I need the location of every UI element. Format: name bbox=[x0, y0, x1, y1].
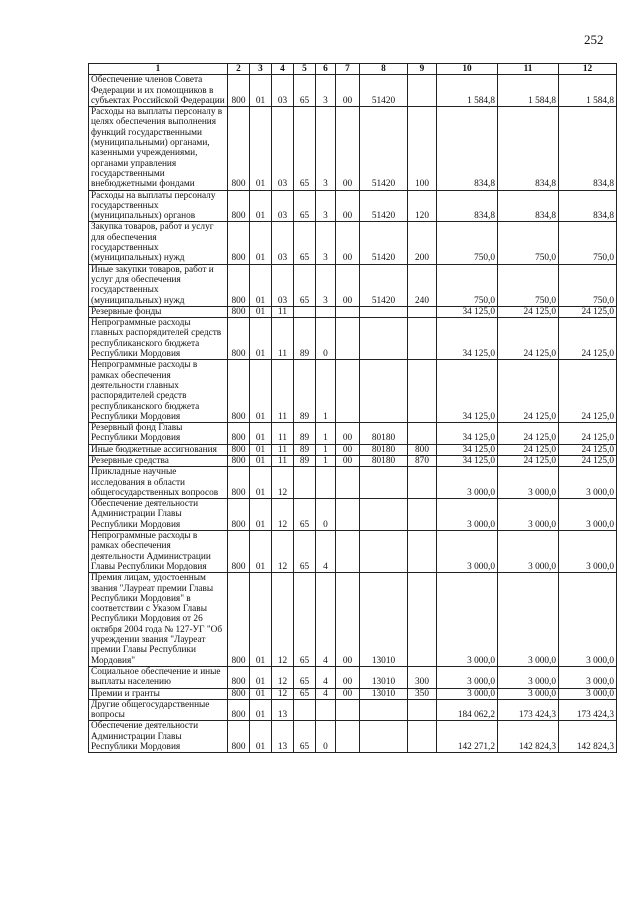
subsection-code: 11 bbox=[272, 306, 294, 317]
row-description: Социальное обеспечение и иные выплаты населению bbox=[89, 666, 228, 688]
page-number: 252 bbox=[584, 32, 604, 47]
program-code: 65 bbox=[294, 499, 316, 531]
direction-code bbox=[336, 306, 360, 317]
subprogram-code: 1 bbox=[316, 455, 336, 466]
expense-type-code bbox=[408, 306, 437, 317]
amount-year-1: 34 125,0 bbox=[437, 455, 498, 466]
expense-type-code: 800 bbox=[408, 444, 437, 455]
direction-code: 00 bbox=[336, 75, 360, 107]
amount-year-1: 750,0 bbox=[437, 222, 498, 264]
target-article-code bbox=[360, 721, 408, 753]
row-description: Резервные фонды bbox=[89, 306, 228, 317]
expense-type-code: 870 bbox=[408, 455, 437, 466]
budget-code: 800 bbox=[228, 222, 250, 264]
direction-code bbox=[336, 721, 360, 753]
column-header: 11 bbox=[498, 64, 559, 75]
program-code: 65 bbox=[294, 721, 316, 753]
section-code: 01 bbox=[250, 573, 272, 667]
amount-year-2: 834,8 bbox=[498, 107, 559, 190]
amount-year-3: 142 824,3 bbox=[559, 721, 617, 753]
subprogram-code: 4 bbox=[316, 666, 336, 688]
direction-code: 00 bbox=[336, 455, 360, 466]
amount-year-2: 750,0 bbox=[498, 264, 559, 306]
amount-year-3: 24 125,0 bbox=[559, 360, 617, 423]
amount-year-2: 3 000,0 bbox=[498, 688, 559, 699]
budget-table bbox=[88, 63, 617, 753]
row-description: Иные бюджетные ассигнования bbox=[89, 444, 228, 455]
subsection-code: 13 bbox=[272, 699, 294, 721]
budget-code: 800 bbox=[228, 688, 250, 699]
table-row bbox=[89, 75, 617, 107]
column-header: 2 bbox=[228, 64, 250, 75]
budget-code: 800 bbox=[228, 455, 250, 466]
row-description: Обеспечение деятельности Администрации Главы Республики Мордовия bbox=[89, 499, 228, 531]
direction-code: 00 bbox=[336, 190, 360, 222]
direction-code: 00 bbox=[336, 444, 360, 455]
table-row bbox=[89, 318, 617, 360]
amount-year-1: 34 125,0 bbox=[437, 360, 498, 423]
row-description: Непрограммные расходы в рамках обеспечения деятельности Администрации Главы Республики Мордовия bbox=[89, 531, 228, 573]
amount-year-1: 1 584,8 bbox=[437, 75, 498, 107]
subsection-code: 12 bbox=[272, 467, 294, 499]
amount-year-3: 1 584,8 bbox=[559, 75, 617, 107]
target-article-code: 13010 bbox=[360, 573, 408, 667]
subsection-code: 12 bbox=[272, 531, 294, 573]
subsection-code: 11 bbox=[272, 360, 294, 423]
subsection-code: 12 bbox=[272, 499, 294, 531]
amount-year-2: 173 424,3 bbox=[498, 699, 559, 721]
row-description: Непрограммные расходы главных распорядителей средств республиканского бюджета Республики Мордовия bbox=[89, 318, 228, 360]
direction-code: 00 bbox=[336, 222, 360, 264]
program-code: 65 bbox=[294, 264, 316, 306]
target-article-code: 80180 bbox=[360, 423, 408, 445]
direction-code bbox=[336, 360, 360, 423]
row-description: Закупка товаров, работ и услуг для обеспечения государственных (муниципальных) нужд bbox=[89, 222, 228, 264]
amount-year-2: 3 000,0 bbox=[498, 573, 559, 667]
budget-code: 800 bbox=[228, 423, 250, 445]
budget-code: 800 bbox=[228, 467, 250, 499]
program-code bbox=[294, 699, 316, 721]
subprogram-code: 3 bbox=[316, 190, 336, 222]
program-code: 89 bbox=[294, 455, 316, 466]
target-article-code bbox=[360, 499, 408, 531]
subsection-code: 03 bbox=[272, 107, 294, 190]
column-header: 12 bbox=[559, 64, 617, 75]
row-description: Прикладные научные исследования в области общегосударственных вопросов bbox=[89, 467, 228, 499]
budget-code: 800 bbox=[228, 721, 250, 753]
amount-year-2: 3 000,0 bbox=[498, 499, 559, 531]
direction-code: 00 bbox=[336, 666, 360, 688]
expense-type-code bbox=[408, 467, 437, 499]
budget-code: 800 bbox=[228, 190, 250, 222]
amount-year-1: 3 000,0 bbox=[437, 688, 498, 699]
subsection-code: 11 bbox=[272, 318, 294, 360]
expense-type-code: 100 bbox=[408, 107, 437, 190]
column-header: 6 bbox=[316, 64, 336, 75]
subprogram-code: 1 bbox=[316, 423, 336, 445]
direction-code: 00 bbox=[336, 688, 360, 699]
amount-year-1: 142 271,2 bbox=[437, 721, 498, 753]
expense-type-code: 350 bbox=[408, 688, 437, 699]
target-article-code: 51420 bbox=[360, 190, 408, 222]
table-row bbox=[89, 666, 617, 688]
section-code: 01 bbox=[250, 264, 272, 306]
target-article-code bbox=[360, 306, 408, 317]
program-code: 65 bbox=[294, 107, 316, 190]
row-description: Другие общегосударственные вопросы bbox=[89, 699, 228, 721]
program-code: 65 bbox=[294, 573, 316, 667]
budget-code: 800 bbox=[228, 573, 250, 667]
section-code: 01 bbox=[250, 75, 272, 107]
amount-year-2: 24 125,0 bbox=[498, 455, 559, 466]
row-description: Резервный фонд Главы Республики Мордовия bbox=[89, 423, 228, 445]
expense-type-code bbox=[408, 360, 437, 423]
table-row bbox=[89, 721, 617, 753]
expense-type-code: 240 bbox=[408, 264, 437, 306]
direction-code bbox=[336, 531, 360, 573]
program-code: 89 bbox=[294, 318, 316, 360]
column-header: 8 bbox=[360, 64, 408, 75]
subsection-code: 12 bbox=[272, 688, 294, 699]
subsection-code: 13 bbox=[272, 721, 294, 753]
program-code: 65 bbox=[294, 75, 316, 107]
expense-type-code bbox=[408, 423, 437, 445]
budget-code: 800 bbox=[228, 75, 250, 107]
table-row bbox=[89, 306, 617, 317]
section-code: 01 bbox=[250, 467, 272, 499]
amount-year-3: 3 000,0 bbox=[559, 666, 617, 688]
table-row bbox=[89, 573, 617, 667]
direction-code bbox=[336, 467, 360, 499]
amount-year-3: 24 125,0 bbox=[559, 455, 617, 466]
target-article-code: 51420 bbox=[360, 75, 408, 107]
amount-year-2: 1 584,8 bbox=[498, 75, 559, 107]
target-article-code bbox=[360, 360, 408, 423]
table-row bbox=[89, 264, 617, 306]
section-code: 01 bbox=[250, 190, 272, 222]
subsection-code: 12 bbox=[272, 666, 294, 688]
amount-year-3: 3 000,0 bbox=[559, 499, 617, 531]
row-description: Непрограммные расходы в рамках обеспечения деятельности главных распорядителей средств республиканского бюджета Республики Мордовия bbox=[89, 360, 228, 423]
section-code: 01 bbox=[250, 318, 272, 360]
row-description: Обеспечение членов Совета Федерации и их помощников в субъектах Российской Федерации bbox=[89, 75, 228, 107]
amount-year-2: 3 000,0 bbox=[498, 467, 559, 499]
subsection-code: 11 bbox=[272, 423, 294, 445]
target-article-code: 80180 bbox=[360, 455, 408, 466]
target-article-code: 80180 bbox=[360, 444, 408, 455]
direction-code bbox=[336, 318, 360, 360]
amount-year-2: 3 000,0 bbox=[498, 531, 559, 573]
budget-code: 800 bbox=[228, 499, 250, 531]
subprogram-code: 1 bbox=[316, 360, 336, 423]
expense-type-code: 300 bbox=[408, 666, 437, 688]
subprogram-code bbox=[316, 467, 336, 499]
expense-type-code bbox=[408, 721, 437, 753]
expense-type-code bbox=[408, 499, 437, 531]
target-article-code bbox=[360, 467, 408, 499]
amount-year-2: 3 000,0 bbox=[498, 666, 559, 688]
amount-year-1: 750,0 bbox=[437, 264, 498, 306]
subsection-code: 03 bbox=[272, 75, 294, 107]
subsection-code: 11 bbox=[272, 455, 294, 466]
section-code: 01 bbox=[250, 444, 272, 455]
table-row bbox=[89, 444, 617, 455]
table-row bbox=[89, 688, 617, 699]
expense-type-code bbox=[408, 531, 437, 573]
budget-code: 800 bbox=[228, 318, 250, 360]
amount-year-2: 24 125,0 bbox=[498, 306, 559, 317]
amount-year-3: 750,0 bbox=[559, 264, 617, 306]
program-code: 65 bbox=[294, 666, 316, 688]
direction-code: 00 bbox=[336, 107, 360, 190]
table-row bbox=[89, 222, 617, 264]
table-row bbox=[89, 107, 617, 190]
budget-code: 800 bbox=[228, 306, 250, 317]
direction-code: 00 bbox=[336, 573, 360, 667]
amount-year-1: 34 125,0 bbox=[437, 444, 498, 455]
subprogram-code: 3 bbox=[316, 264, 336, 306]
expense-type-code bbox=[408, 699, 437, 721]
amount-year-3: 3 000,0 bbox=[559, 573, 617, 667]
subsection-code: 12 bbox=[272, 573, 294, 667]
table-row bbox=[89, 699, 617, 721]
section-code: 01 bbox=[250, 688, 272, 699]
amount-year-1: 3 000,0 bbox=[437, 499, 498, 531]
budget-code: 800 bbox=[228, 360, 250, 423]
amount-year-3: 173 424,3 bbox=[559, 699, 617, 721]
subprogram-code bbox=[316, 306, 336, 317]
amount-year-1: 3 000,0 bbox=[437, 573, 498, 667]
target-article-code: 51420 bbox=[360, 222, 408, 264]
amount-year-1: 834,8 bbox=[437, 190, 498, 222]
program-code: 65 bbox=[294, 531, 316, 573]
amount-year-1: 184 062,2 bbox=[437, 699, 498, 721]
amount-year-3: 24 125,0 bbox=[559, 318, 617, 360]
direction-code: 00 bbox=[336, 423, 360, 445]
target-article-code bbox=[360, 318, 408, 360]
amount-year-1: 834,8 bbox=[437, 107, 498, 190]
program-code: 65 bbox=[294, 688, 316, 699]
column-header: 4 bbox=[272, 64, 294, 75]
program-code: 89 bbox=[294, 444, 316, 455]
target-article-code: 13010 bbox=[360, 688, 408, 699]
expense-type-code: 120 bbox=[408, 190, 437, 222]
subsection-code: 03 bbox=[272, 264, 294, 306]
subprogram-code: 4 bbox=[316, 688, 336, 699]
amount-year-3: 24 125,0 bbox=[559, 444, 617, 455]
row-description: Обеспечение деятельности Администрации Главы Республики Мордовия bbox=[89, 721, 228, 753]
table-row bbox=[89, 190, 617, 222]
table-row bbox=[89, 455, 617, 466]
amount-year-3: 3 000,0 bbox=[559, 688, 617, 699]
budget-code: 800 bbox=[228, 107, 250, 190]
direction-code bbox=[336, 699, 360, 721]
amount-year-1: 3 000,0 bbox=[437, 531, 498, 573]
amount-year-2: 750,0 bbox=[498, 222, 559, 264]
section-code: 01 bbox=[250, 222, 272, 264]
budget-code: 800 bbox=[228, 666, 250, 688]
target-article-code: 51420 bbox=[360, 264, 408, 306]
direction-code: 00 bbox=[336, 264, 360, 306]
amount-year-2: 142 824,3 bbox=[498, 721, 559, 753]
amount-year-3: 24 125,0 bbox=[559, 306, 617, 317]
section-code: 01 bbox=[250, 107, 272, 190]
amount-year-1: 3 000,0 bbox=[437, 666, 498, 688]
target-article-code: 13010 bbox=[360, 666, 408, 688]
subsection-code: 03 bbox=[272, 222, 294, 264]
amount-year-2: 834,8 bbox=[498, 190, 559, 222]
program-code bbox=[294, 467, 316, 499]
table-body bbox=[89, 75, 617, 753]
subprogram-code bbox=[316, 699, 336, 721]
subsection-code: 03 bbox=[272, 190, 294, 222]
amount-year-3: 3 000,0 bbox=[559, 531, 617, 573]
section-code: 01 bbox=[250, 699, 272, 721]
amount-year-2: 24 125,0 bbox=[498, 423, 559, 445]
program-code: 65 bbox=[294, 190, 316, 222]
program-code: 65 bbox=[294, 222, 316, 264]
subprogram-code: 4 bbox=[316, 531, 336, 573]
amount-year-1: 34 125,0 bbox=[437, 423, 498, 445]
subprogram-code: 0 bbox=[316, 721, 336, 753]
table-row bbox=[89, 423, 617, 445]
column-header: 7 bbox=[336, 64, 360, 75]
section-code: 01 bbox=[250, 531, 272, 573]
section-code: 01 bbox=[250, 499, 272, 531]
row-description: Резервные средства bbox=[89, 455, 228, 466]
budget-code: 800 bbox=[228, 264, 250, 306]
table-row bbox=[89, 531, 617, 573]
row-description: Иные закупки товаров, работ и услуг для обеспечения государственных (муниципальных) нужд bbox=[89, 264, 228, 306]
direction-code bbox=[336, 499, 360, 531]
amount-year-3: 24 125,0 bbox=[559, 423, 617, 445]
column-header: 9 bbox=[408, 64, 437, 75]
amount-year-3: 834,8 bbox=[559, 107, 617, 190]
budget-code: 800 bbox=[228, 699, 250, 721]
program-code: 89 bbox=[294, 423, 316, 445]
amount-year-3: 750,0 bbox=[559, 222, 617, 264]
expense-type-code bbox=[408, 573, 437, 667]
column-header: 1 bbox=[89, 64, 228, 75]
column-header: 10 bbox=[437, 64, 498, 75]
header-row bbox=[89, 64, 617, 75]
amount-year-3: 834,8 bbox=[559, 190, 617, 222]
subprogram-code: 4 bbox=[316, 573, 336, 667]
column-header: 3 bbox=[250, 64, 272, 75]
section-code: 01 bbox=[250, 721, 272, 753]
section-code: 01 bbox=[250, 666, 272, 688]
program-code: 89 bbox=[294, 360, 316, 423]
expense-type-code bbox=[408, 318, 437, 360]
section-code: 01 bbox=[250, 455, 272, 466]
table-row bbox=[89, 467, 617, 499]
target-article-code: 51420 bbox=[360, 107, 408, 190]
amount-year-3: 3 000,0 bbox=[559, 467, 617, 499]
target-article-code bbox=[360, 699, 408, 721]
subprogram-code: 3 bbox=[316, 75, 336, 107]
section-code: 01 bbox=[250, 423, 272, 445]
subprogram-code: 3 bbox=[316, 222, 336, 264]
row-description: Премии и гранты bbox=[89, 688, 228, 699]
row-description: Расходы на выплаты персоналу в целях обеспечения выполнения функций государственными (муниципальными) органами, казенными учреждениями, органами управления государственными внебюджетными фондами bbox=[89, 107, 228, 190]
amount-year-2: 24 125,0 bbox=[498, 318, 559, 360]
table-row bbox=[89, 360, 617, 423]
subprogram-code: 0 bbox=[316, 318, 336, 360]
target-article-code bbox=[360, 531, 408, 573]
row-description: Премия лицам, удостоенным звания "Лауреат премии Главы Республики Мордовия" в соответствии с Указом Главы Республики Мордовия от 26 октября 2004 года № 127-УГ "Об учреждении звания "Лауреат премии Главы Республики Мордовия" bbox=[89, 573, 228, 667]
expense-type-code bbox=[408, 75, 437, 107]
section-code: 01 bbox=[250, 360, 272, 423]
row-description: Расходы на выплаты персоналу государственных (муниципальных) органов bbox=[89, 190, 228, 222]
expense-type-code: 200 bbox=[408, 222, 437, 264]
subprogram-code: 3 bbox=[316, 107, 336, 190]
amount-year-2: 24 125,0 bbox=[498, 360, 559, 423]
section-code: 01 bbox=[250, 306, 272, 317]
table-row bbox=[89, 499, 617, 531]
subsection-code: 11 bbox=[272, 444, 294, 455]
budget-code: 800 bbox=[228, 444, 250, 455]
subprogram-code: 0 bbox=[316, 499, 336, 531]
amount-year-2: 24 125,0 bbox=[498, 444, 559, 455]
column-header: 5 bbox=[294, 64, 316, 75]
amount-year-1: 3 000,0 bbox=[437, 467, 498, 499]
budget-code: 800 bbox=[228, 531, 250, 573]
subprogram-code: 1 bbox=[316, 444, 336, 455]
amount-year-1: 34 125,0 bbox=[437, 318, 498, 360]
amount-year-1: 34 125,0 bbox=[437, 306, 498, 317]
program-code bbox=[294, 306, 316, 317]
